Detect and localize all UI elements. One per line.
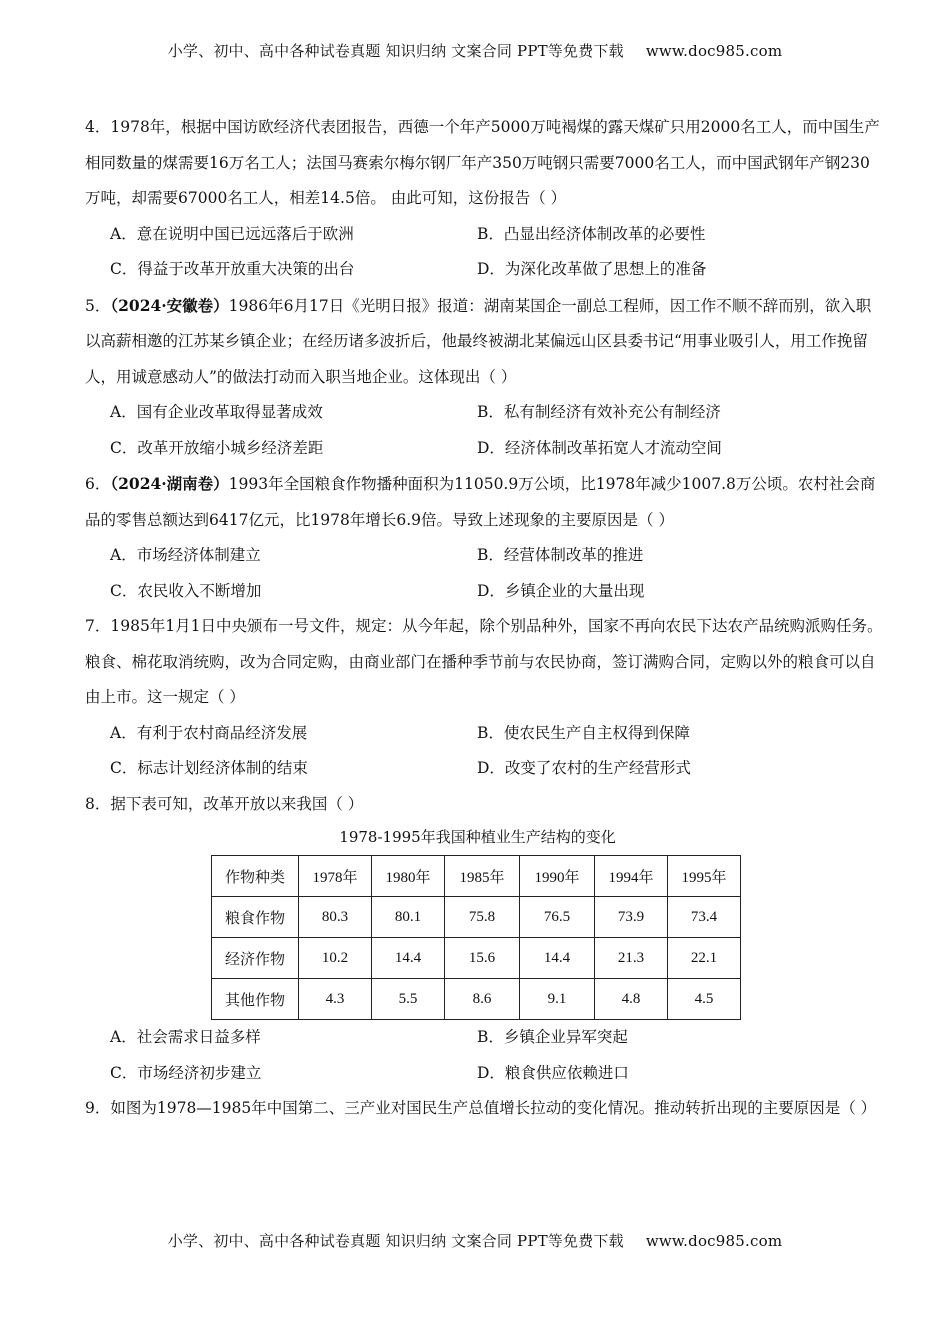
option-c: C．农民收入不断增加: [110, 581, 262, 600]
table-header-cell: 1995年: [668, 856, 741, 897]
table-cell: 80.3: [299, 897, 372, 938]
table-cell: 9.1: [520, 979, 595, 1020]
table-cell: 4.5: [668, 979, 741, 1020]
question-7-stem: 7．1985年1月1日中央颁布一号文件，规定：从今年起，除个别品种外，国家不再向农民下达农产品统购派购任务。粮食、棉花取消统购，改为合同定购，由商业部门在播种季节前与农民协商，签订满购合同，定购以外的粮食可以自由上市。这一规定（ ）: [85, 617, 883, 706]
question-8: [85, 787, 885, 1092]
table-cell: 73.4: [668, 897, 741, 938]
header-url[interactable]: www.doc985.com: [645, 42, 783, 60]
question-4: [85, 110, 885, 288]
table-cell: 10.2: [299, 938, 372, 979]
question-8-options: [85, 1020, 885, 1091]
option-b: B．经营体制改革的推进: [477, 546, 644, 564]
option-a: A．市场经济体制建立: [110, 546, 261, 564]
table-cell: 75.8: [445, 897, 520, 938]
table-cell: 经济作物: [212, 938, 299, 979]
table-header-row: [212, 856, 741, 897]
option-d: D．改变了农村的生产经营形式: [477, 759, 691, 777]
option-d: D．乡镇企业的大量出现: [477, 581, 645, 600]
table-header-cell: 作物种类: [212, 856, 299, 897]
question-6-stem: [85, 466, 885, 538]
option-c: C．改革开放缩小城乡经济差距: [110, 438, 324, 457]
question-5-options: [85, 395, 885, 466]
table-cell: 80.1: [372, 897, 445, 938]
option-b: B．私有制经济有效补充公有制经济: [477, 403, 721, 421]
question-text: 1986年6月17日《光明日报》报道：湖南某国企一副总工程师，因工作不顺不辞而别，欲入职以高薪相邀的江苏某乡镇企业；在经历诸多波折后，他最终被湖北某偏远山区县委书记“用事业吸引人，用工作挽留人，用诚意感动人”的做法打动而入职当地企业。这体现出（ ）: [85, 296, 872, 386]
source-tag: （2024·湖南卷）: [110, 474, 229, 493]
table-cell: 粮食作物: [212, 897, 299, 938]
question-number: 5．: [85, 296, 111, 315]
table-header-cell: 1990年: [520, 856, 595, 897]
question-9: [85, 1091, 885, 1127]
question-5: [85, 288, 885, 467]
option-d: D．经济体制改革拓宽人才流动空间: [477, 438, 722, 457]
page-header: [0, 40, 950, 61]
table-cell: 14.4: [520, 938, 595, 979]
table-row: [212, 979, 741, 1020]
table-cell: 5.5: [372, 979, 445, 1020]
crop-structure-table: [211, 855, 741, 1020]
table-cell: 73.9: [595, 897, 668, 938]
table-cell: 22.1: [668, 938, 741, 979]
table-row: [212, 938, 741, 979]
table-cell: 4.8: [595, 979, 668, 1020]
option-b: B．凸显出经济体制改革的必要性: [477, 224, 706, 243]
page-footer: [0, 1230, 950, 1251]
option-a: A．意在说明中国已远远落后于欧洲: [110, 224, 354, 243]
question-number: 6．: [85, 475, 111, 493]
footer-text: 小学、初中、高中各种试卷真题 知识归纳 文案合同 PPT等免费下载: [167, 1232, 624, 1250]
option-a: A．社会需求日益多样: [110, 1028, 261, 1046]
question-4-stem: 4．1978年，根据中国访欧经济代表团报告，西德一个年产5000万吨褐煤的露天煤矿只用2000名工人，而中国生产相同数量的煤需要16万名工人；法国马赛索尔梅尔钢厂年产350万吨钢只需要7000名工人，而中国武钢年产钢230万吨，却需要67000名工人，相差14.5倍。 由此可知，这份报告（ ）: [85, 118, 880, 207]
question-9-stem: 9．如图为1978—1985年中国第二、三产业对国民生产总值增长拉动的变化情况。推动转折出现的主要原因是（ ）: [85, 1099, 877, 1117]
question-4-options: [85, 217, 885, 288]
table-header-cell: 1978年: [299, 856, 372, 897]
table-cell: 21.3: [595, 938, 668, 979]
footer-url[interactable]: www.doc985.com: [645, 1232, 783, 1250]
option-b: B．使农民生产自主权得到保障: [477, 723, 690, 742]
question-6: [85, 466, 885, 609]
question-6-options: [85, 538, 885, 609]
table-title: 1978-1995年我国种植业生产结构的变化: [339, 828, 616, 846]
question-text: 1993年全国粮食作物播种面积为11050.9万公顷，比1978年减少1007.8万公顷。农村社会商品的零售总额达到6417亿元，比1978年增长6.9倍。导致上述现象的主要原因是（ ）: [85, 475, 876, 529]
table-cell: 76.5: [520, 897, 595, 938]
option-d: D．为深化改革做了思想上的准备: [477, 260, 707, 278]
option-a: A．国有企业改革取得显著成效: [110, 403, 323, 421]
exam-content: [85, 110, 885, 1127]
option-d: D．粮食供应依赖进口: [477, 1063, 629, 1082]
table-header-cell: 1985年: [445, 856, 520, 897]
question-7: [85, 609, 885, 787]
table-cell: 其他作物: [212, 979, 299, 1020]
table-header-cell: 1980年: [372, 856, 445, 897]
question-7-options: [85, 716, 885, 787]
table-cell: 14.4: [372, 938, 445, 979]
table-row: [212, 897, 741, 938]
question-8-stem: 8．据下表可知，改革开放以来我国（ ）: [85, 794, 364, 813]
option-c: C．市场经济初步建立: [110, 1063, 262, 1082]
option-c: C．得益于改革开放重大决策的出台: [110, 260, 355, 278]
option-b: B．乡镇企业异军突起: [477, 1028, 628, 1046]
option-c: C．标志计划经济体制的结束: [110, 759, 308, 777]
header-text: 小学、初中、高中各种试卷真题 知识归纳 文案合同 PPT等免费下载: [167, 42, 624, 60]
option-a: A．有利于农村商品经济发展: [110, 723, 308, 742]
table-cell: 15.6: [445, 938, 520, 979]
question-5-stem: [85, 288, 885, 396]
source-tag: （2024·安徽卷）: [110, 295, 229, 315]
table-cell: 8.6: [445, 979, 520, 1020]
table-header-cell: 1994年: [595, 856, 668, 897]
table-cell: 4.3: [299, 979, 372, 1020]
